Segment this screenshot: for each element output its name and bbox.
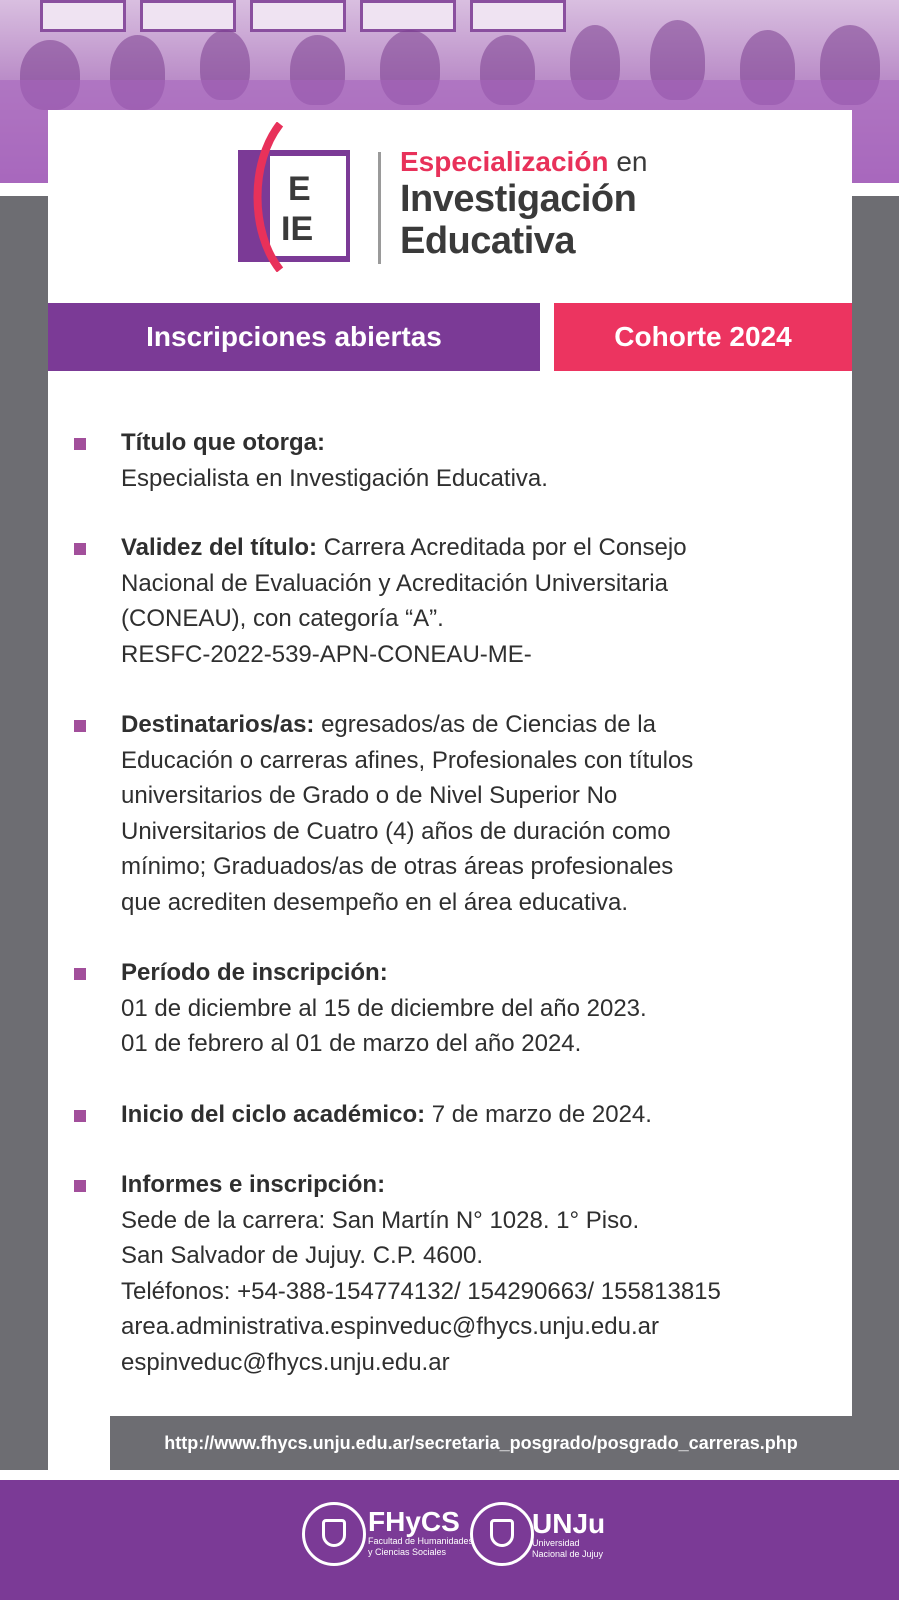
item-line: que acrediten desempeño en el área educativa. bbox=[121, 888, 629, 916]
fhycs-seal-icon bbox=[302, 1502, 366, 1566]
item-label: Título que otorga: bbox=[121, 429, 325, 456]
side-frame-left bbox=[0, 196, 48, 1470]
window-decor bbox=[360, 0, 456, 32]
unju-name: UNJu bbox=[532, 1508, 606, 1539]
item-label: Validez del título: bbox=[121, 534, 318, 561]
item-line: universitarios de Grado o de Nivel Superior No bbox=[121, 782, 618, 809]
logo-mark-bottom: IE bbox=[281, 210, 314, 248]
item-line: 01 de diciembre al 15 de diciembre del año 2023. bbox=[121, 994, 647, 1022]
item-line[interactable]: espinveduc@fhycs.unju.edu.ar bbox=[121, 1348, 450, 1376]
item-line: Educación o carreras afines, Profesionales con títulos bbox=[121, 746, 694, 774]
item-line[interactable]: area.administrativa.espinveduc@fhycs.unju.edu.ar bbox=[121, 1313, 659, 1340]
logo-wordmark bbox=[400, 148, 647, 260]
logo-line1-main: Especialización bbox=[400, 146, 609, 177]
item-line: 7 de marzo de 2024. bbox=[425, 1101, 652, 1128]
window-decor bbox=[470, 0, 566, 32]
item-line: mínimo; Graduados/as de otras áreas profesionales bbox=[121, 853, 674, 880]
logo-line2: Investigación bbox=[400, 178, 637, 220]
eie-logo-icon bbox=[238, 122, 350, 272]
item-label: Inicio del ciclo académico: bbox=[121, 1101, 426, 1128]
logo-line1 bbox=[400, 148, 647, 176]
window-decor bbox=[140, 0, 236, 32]
bullet-icon bbox=[74, 438, 86, 450]
content-card bbox=[48, 110, 852, 1470]
item-line: Nacional de Evaluación y Acreditación Universitaria bbox=[121, 569, 668, 597]
bullet-icon bbox=[74, 1180, 86, 1192]
item-line: Universitarios de Cuatro (4) años de duración como bbox=[121, 817, 671, 845]
footer bbox=[0, 1480, 899, 1600]
item-line: Especialista en Investigación Educativa. bbox=[121, 464, 548, 492]
banner-cohort: Cohorte 2024 bbox=[554, 303, 852, 371]
item-line: San Salvador de Jujuy. C.P. 4600. bbox=[121, 1242, 484, 1269]
item-label: Destinatarios/as: bbox=[121, 711, 315, 738]
bullet-icon bbox=[74, 1110, 86, 1122]
fhycs-sub2: y Ciencias Sociales bbox=[368, 1547, 447, 1557]
item-line: Carrera Acreditada por el Consejo bbox=[317, 534, 687, 561]
program-logo bbox=[238, 120, 718, 270]
fhycs-name: FHyCS bbox=[368, 1506, 460, 1537]
item-label: Período de inscripción: bbox=[121, 959, 388, 986]
fhycs-sub1: Facultad de Humanidades bbox=[368, 1536, 474, 1546]
item-line: Sede de la carrera: San Martín N° 1028. 1° Piso. bbox=[121, 1206, 640, 1234]
bullet-icon bbox=[74, 968, 86, 980]
bullet-icon bbox=[74, 543, 86, 555]
item-line: (CONEAU), con categoría “A”. bbox=[121, 605, 444, 632]
logo-line1-suffix: en bbox=[616, 146, 648, 177]
logo-mark-top: E bbox=[288, 170, 311, 208]
item-label: Informes e inscripción: bbox=[121, 1171, 386, 1198]
unju-brand bbox=[532, 1510, 605, 1560]
window-decor bbox=[40, 0, 126, 32]
bullet-icon bbox=[74, 720, 86, 732]
website-url[interactable]: http://www.fhycs.unju.edu.ar/secretaria_posgrado/posgrado_carreras.php bbox=[110, 1416, 852, 1470]
item-line: egresados/as de Ciencias de la bbox=[314, 711, 656, 738]
unju-sub1: Universidad bbox=[532, 1538, 580, 1548]
side-frame-right bbox=[851, 196, 899, 1470]
item-line: Teléfonos: +54-388-154774132/ 154290663/ 155813815 bbox=[121, 1277, 721, 1305]
window-decor bbox=[250, 0, 346, 32]
unju-seal-icon bbox=[470, 1502, 534, 1566]
item-line: 01 de febrero al 01 de marzo del año 2024. bbox=[121, 1030, 582, 1057]
fhycs-brand bbox=[368, 1508, 473, 1558]
item-line: RESFC-2022-539-APN-CONEAU-ME- bbox=[121, 640, 532, 668]
banner-registration-open: Inscripciones abiertas bbox=[48, 303, 540, 371]
unju-sub2: Nacional de Jujuy bbox=[532, 1549, 604, 1559]
logo-divider bbox=[378, 152, 381, 264]
logo-line3: Educativa bbox=[400, 220, 576, 262]
